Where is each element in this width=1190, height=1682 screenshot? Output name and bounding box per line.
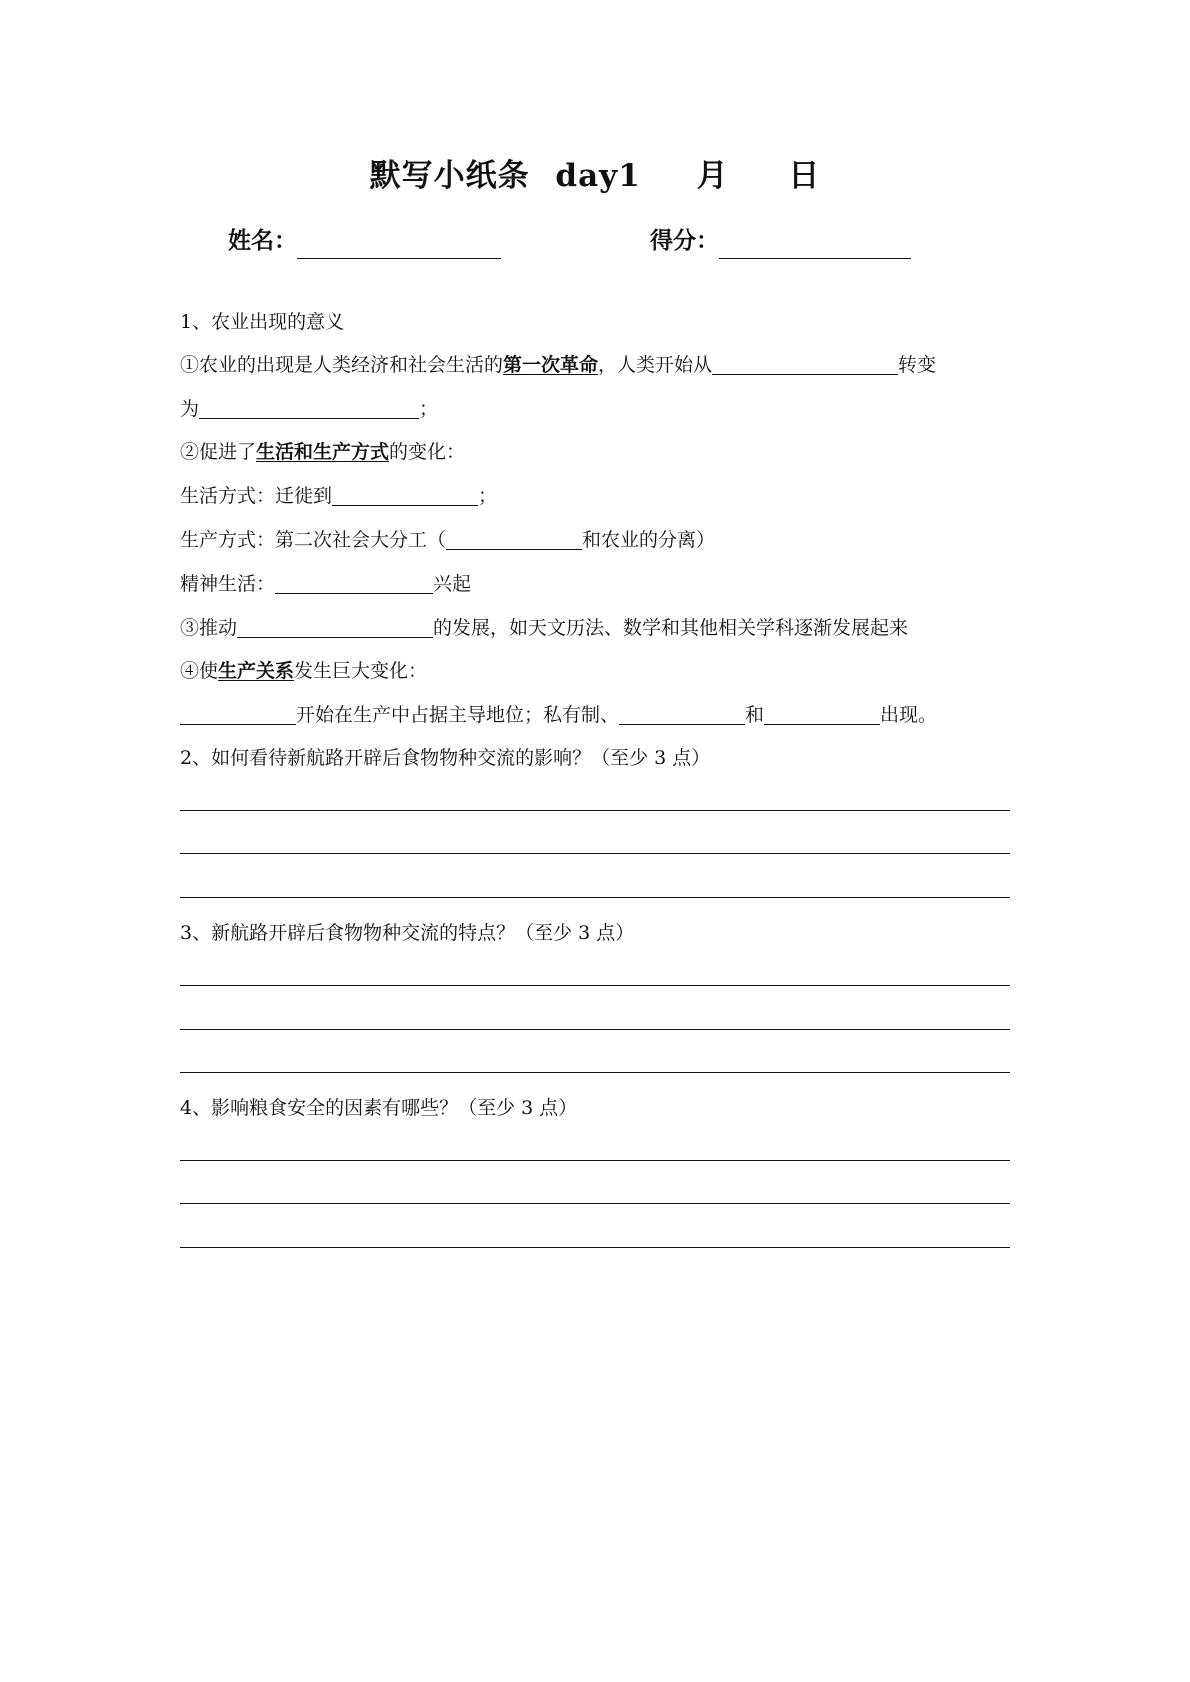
q1-p3-line: ③推动 的发展，如天文历法、数学和其他相关学科逐渐发展起来	[180, 617, 909, 639]
q1-blank-prod[interactable]	[446, 529, 582, 550]
q1-blank-from[interactable]	[712, 354, 898, 375]
q1-p1-keyword: 第一次革命	[503, 354, 599, 376]
q2-answer-line-1[interactable]	[180, 810, 1010, 811]
q1-heading: 1、农业出现的意义	[180, 311, 345, 333]
q1-blank-p5a[interactable]	[180, 704, 296, 725]
q2-answer-line-3[interactable]	[180, 897, 1010, 898]
q1-life-line: 生活方式：迁徙到 ；	[180, 485, 498, 507]
q1-spirit-line: 精神生活： 兴起	[180, 573, 472, 595]
q1-p2-line: ②促进了生活和生产方式的变化：	[180, 441, 466, 463]
q1-blank-spirit[interactable]	[275, 573, 433, 594]
q1-p2-keyword: 生活和生产方式	[256, 441, 390, 463]
title-day-unit: 日	[788, 158, 821, 194]
q3-answer-line-3[interactable]	[180, 1072, 1010, 1073]
q1-p4-keyword: 生产关系	[218, 660, 295, 682]
q2-answer-line-2[interactable]	[180, 853, 1010, 854]
name-label: 姓名：	[228, 227, 297, 254]
q3-answer-line-2[interactable]	[180, 1029, 1010, 1030]
title-main: 默写小纸条	[369, 158, 530, 194]
score-field-row	[650, 222, 911, 255]
q1-blank-life[interactable]	[332, 485, 478, 506]
q3-heading: 3、新航路开辟后食物物种交流的特点？（至少 3 点）	[180, 922, 635, 944]
q1-blank-to[interactable]	[199, 398, 419, 419]
q1-blank-p5b[interactable]	[619, 704, 745, 725]
page-title	[0, 150, 1190, 195]
title-month: 月	[696, 158, 729, 194]
name-blank[interactable]	[297, 234, 501, 259]
q1-p1-line: ①农业的出现是人类经济和社会生活的第一次革命，人类开始从 转变	[180, 354, 937, 376]
q3-answer-line-1[interactable]	[180, 985, 1010, 986]
title-day: day1	[555, 158, 641, 194]
q2-heading: 2、如何看待新航路开辟后食物物种交流的影响？（至少 3 点）	[180, 747, 711, 769]
q1-p1-line2: 为 ；	[180, 398, 439, 420]
score-blank[interactable]	[719, 234, 911, 259]
q4-answer-line-1[interactable]	[180, 1160, 1010, 1161]
q1-p5-line: 开始在生产中占据主导地位；私有制、 和 出现。	[180, 703, 937, 727]
q4-answer-line-2[interactable]	[180, 1203, 1010, 1204]
q4-answer-line-3[interactable]	[180, 1247, 1010, 1248]
q1-p4-line: ④使生产关系发生巨大变化：	[180, 660, 428, 682]
score-label: 得分：	[650, 227, 719, 254]
q1-prod-line: 生产方式：第二次社会大分工（ 和农业的分离）	[180, 529, 716, 551]
q1-blank-p5c[interactable]	[764, 704, 880, 725]
q1-blank-p3[interactable]	[237, 617, 433, 638]
name-field-row	[228, 222, 501, 255]
q4-heading: 4、影响粮食安全的因素有哪些？（至少 3 点）	[180, 1097, 578, 1119]
